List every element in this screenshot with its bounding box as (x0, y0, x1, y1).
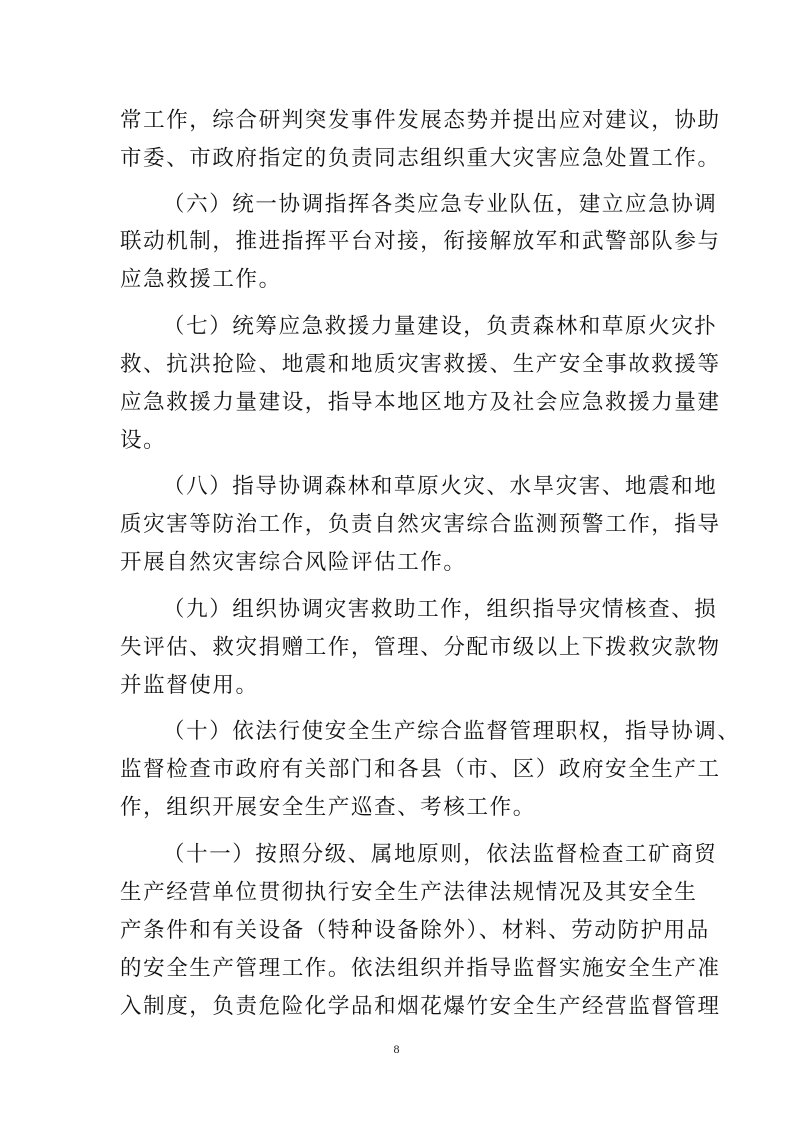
text-line: 监督检查市政府有关部门和各县（市、区）政府安全生产工 (120, 757, 721, 782)
text-line: 的安全生产管理工作。依法组织并指导监督实施安全生产准 (120, 956, 721, 981)
text-line: 联动机制，推进指挥平台对接，衔接解放军和武警部队参与 (120, 229, 721, 254)
paragraph-nine-start: （九）组织协调灾害救助工作，组织指导灾情核查、损 (163, 597, 718, 622)
page-number: 8 (393, 1042, 400, 1056)
paragraph-eleven-start: （十一）按照分级、属地原则，依法监督检查工矿商贸 (163, 842, 718, 867)
text-line: 应急救援力量建设，指导本地区地方及社会应急救援力量建 (120, 390, 721, 415)
paragraph-seven-start: （七）统筹应急救援力量建设，负责森林和草原火灾扑 (163, 314, 718, 339)
text-line: 作，组织开展安全生产巡查、考核工作。 (120, 795, 536, 820)
paragraph-six-start: （六）统一协调指挥各类应急专业队伍，建立应急协调 (163, 192, 718, 217)
text-line: 救、抗洪抢险、地震和地质灾害救援、生产安全事故救援等 (120, 352, 721, 377)
text-line: 生产经营单位贯彻执行安全生产法律法规情况及其安全生 (120, 880, 698, 905)
text-line: 并监督使用。 (120, 673, 259, 698)
text-line: 失评估、救灾捐赠工作，管理、分配市级以上下拨救灾款物 (120, 635, 721, 660)
text-line: 质灾害等防治工作，负责自然灾害综合监测预警工作，指导 (120, 512, 721, 537)
text-line: 开展自然灾害综合风险评估工作。 (120, 550, 467, 575)
text-line: 设。 (120, 428, 167, 453)
text-line: 产条件和有关设备（特种设备除外）、材料、劳动防护用品 (120, 918, 710, 943)
text-line: 常工作，综合研判突发事件发展态势并提出应对建议，协助 (120, 108, 721, 133)
text-line: 市委、市政府指定的负责同志组织重大灾害应急处置工作。 (120, 146, 721, 171)
paragraph-ten-start: （十）依法行使安全生产综合监督管理职权，指导协调、 (163, 719, 741, 744)
paragraph-eight-start: （八）指导协调森林和草原火灾、水旱灾害、地震和地 (163, 474, 718, 499)
text-line: 应急救援工作。 (120, 267, 282, 292)
text-line: 入制度，负责危险化学品和烟花爆竹安全生产经营监督管理 (120, 994, 721, 1019)
